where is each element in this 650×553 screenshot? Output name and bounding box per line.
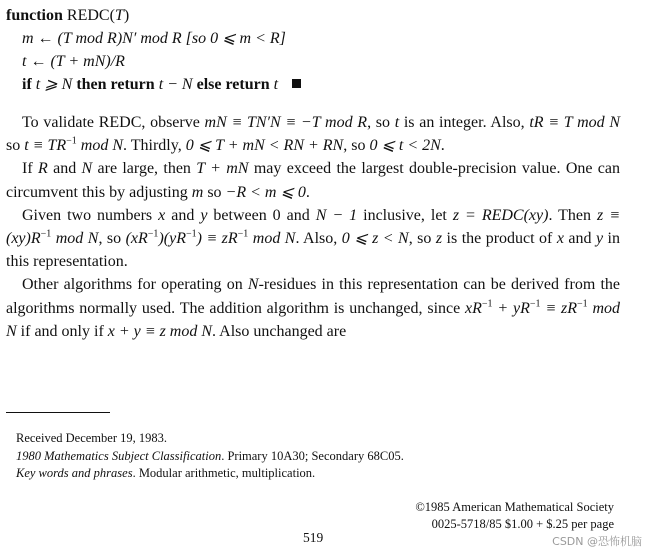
copyright-line: ©1985 American Mathematical Society [415,500,614,514]
watermark: CSDN @恐怖机脑 [552,535,642,548]
function-name: REDC( [66,7,115,24]
price-line: 0025-5718/85 $1.00 + $.25 per page [431,516,614,531]
function-close: ) [123,7,130,24]
page-number: 519 [303,530,324,545]
algorithm-line-2: t ← (T + mN)/R [22,53,125,70]
paragraph-large: If R and N are large, then T + mN may exceed the largest double-precision value. One can circumvent this by adjusting m so −R < m ⩽ 0. [6,160,621,201]
return-value-2: t [273,76,279,93]
algorithm-line-1: m ← (T mod R)N′ mod R [so 0 ⩽ m < R] [22,30,286,47]
algorithm-header [6,4,646,27]
copyright-block [415,499,614,532]
paragraph-product: Given two numbers x and y between 0 and N − 1 inclusive, let z = REDC(xy). Then $z \equiv (xy)R^{-1}$ mod N, so $(xR^{-1})(yR^{-1}) \equiv zR^{-1}$ mod N. Also, 0 ⩽ z < N, so z is the product of x and y in this representation. [6,206,621,271]
algorithm-block [6,4,646,96]
footnote-divider [6,412,110,413]
paragraph-validate: To validate REDC, observe mN ≡ TN′N ≡ −T mod R, so t is an integer. Also, tR ≡ T mod N so $t \equiv TR^{-1}$ mod N. Thirdly, 0 ⩽ T + mN < RN + RN, so 0 ⩽ t < 2N. [6,114,620,155]
keyword-then-return: then return [76,76,155,93]
return-value-1: t − N [158,76,193,93]
keywords: Key words and phrases. Modular arithmetic, multiplication. [16,466,316,480]
algorithm-line-3 [6,73,646,96]
received-date: Received December 19, 1983. [16,431,167,445]
paragraph-other-algorithms: Other algorithms for operating on N-residues in this representation can be derived from the algorithms normally used. The addition algorithm is unchanged, since $xR^{-1} + yR^{-1} \equiv zR^{-1}$ mod N if and only if x + y ≡ z mod N. Also unchanged are [6,276,621,340]
footnotes [16,430,404,483]
condition: t ⩾ N [35,76,73,93]
function-arg: T [114,7,124,24]
keyword-else-return: else return [196,76,270,93]
keyword-function: function [6,7,63,24]
keyword-if: if [22,76,32,93]
msc-classification: 1980 Mathematics Subject Classification. Primary 10A30; Secondary 68C05. [16,448,404,463]
end-of-proof-icon [292,79,301,88]
body-text [6,111,620,343]
